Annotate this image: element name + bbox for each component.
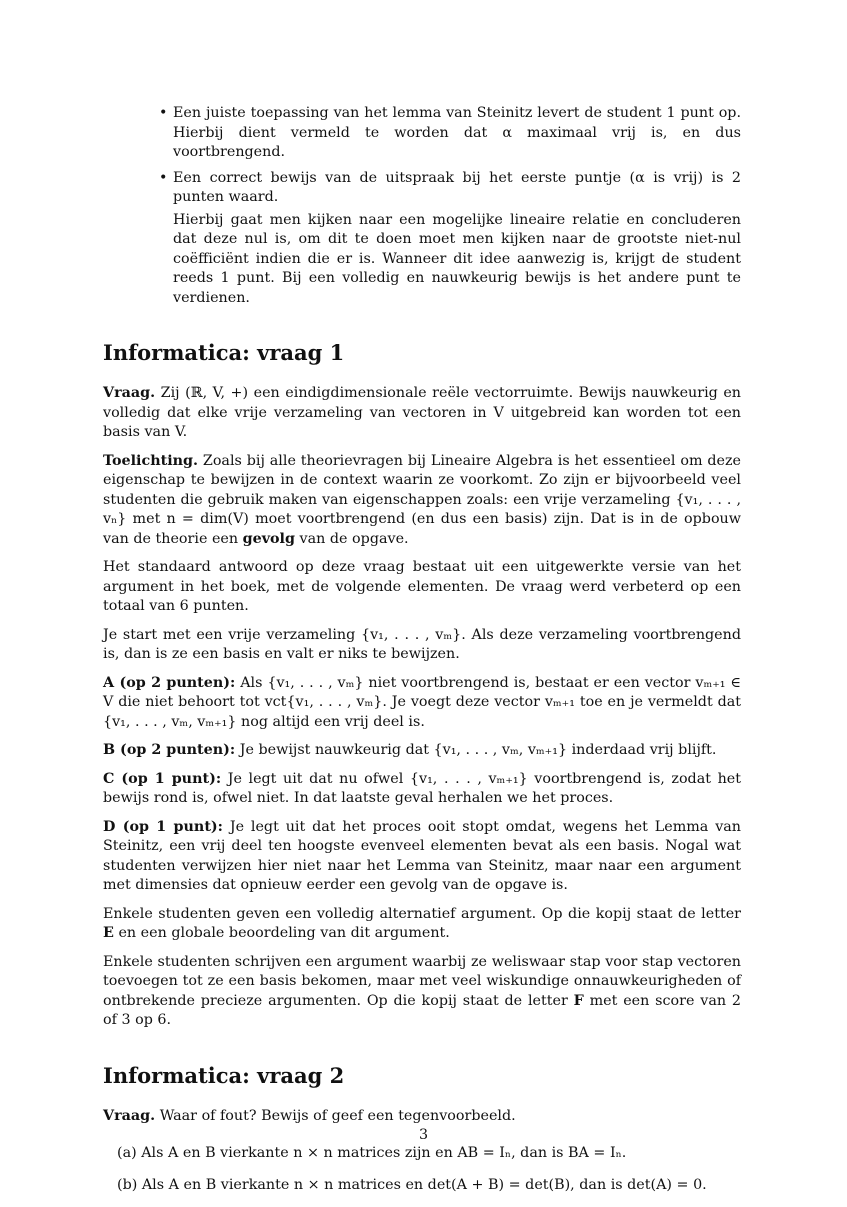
question-paragraph: [103, 384, 741, 443]
letter-e: E: [103, 925, 114, 941]
criterion-a: [103, 674, 741, 733]
standard-answer-paragraph: Het standaard antwoord op deze vraag bestaat uit een uitgewerkte versie van het argument in het boek, met de volgende elementen. De vraag werd verbeterd op een totaal van 6 punten.: [103, 559, 741, 614]
criterion-c-label: C (op 1 punt):: [103, 770, 222, 787]
statement-list: [117, 1144, 741, 1195]
bullet-item: [159, 169, 741, 309]
statement-text: Als A en B vierkante n × n matrices en det(A + B) = det(B), dan is det(A) = 0.: [141, 1176, 707, 1193]
bullet-text: Een correct bewijs van de uitspraak bij het eerste puntje (α is vrij) is 2 punten waard.: [173, 169, 741, 205]
bullet-item: [159, 104, 741, 163]
criterion-d: [103, 818, 741, 896]
criterion-c-text: Je legt uit dat nu ofwel {v₁, . . . , vₘ₊₁} voortbrengend is, zodat het bewijs rond is, ofwel niet. In dat laatste geval herhalen we het proces.: [103, 770, 741, 806]
statement-item: [117, 1176, 741, 1196]
explanation-label: Toelichting.: [103, 452, 198, 469]
question-label: Vraag.: [103, 385, 156, 401]
page-number: 3: [418, 1127, 429, 1143]
bullet-list: [103, 104, 741, 308]
question-paragraph: [103, 1107, 741, 1127]
criterion-b-label: B (op 2 punten):: [103, 742, 236, 758]
start-paragraph: Je start met een vrije verzameling {v₁, . . . , vₘ}. Als deze verzameling voortbrengend is, dan is ze een basis en valt er niks te bewijzen.: [103, 626, 741, 662]
statement-item: [117, 1144, 741, 1164]
criterion-a-text: Als {v₁, . . . , vₘ} niet voortbrengend is, bestaat er een vector vₘ₊₁ ∈ V die niet behoort tot vct{v₁, . . . , vₘ}. Je voegt deze vector vₘ₊₁ toe en je vermeldt dat {v₁, . . . , vₘ, vₘ₊₁} nog altijd een vrij deel is.: [103, 674, 741, 730]
statement-label: (b): [117, 1176, 138, 1193]
question-text: Waar of fout? Bewijs of geef een tegenvoorbeeld.: [159, 1107, 516, 1124]
explanation-end: van de opgave.: [299, 530, 409, 547]
criterion-d-text: Je legt uit dat het proces ooit stopt omdat, wegens het Lemma van Steinitz, een vrij deel ten hoogste evenveel elementen bevat als een basis. Nogal wat studenten verwijzen hier niet naar het Lemma van Steinitz, maar naar een argument met dimensies dat opnieuw eerder een gevolg van de opgave is.: [103, 818, 742, 893]
statement-label: (a): [117, 1145, 137, 1161]
alternative-e-text: Enkele studenten geven een volledig alternatief argument. Op die kopij staat de letter: [103, 905, 741, 922]
question-text: Zij (ℝ, V, +) een eindigdimensionale reële vectorruimte. Bewijs nauwkeurig en volledig dat elke vrije verzameling van vectoren in V uitgebreid kan worden tot een basis van V.: [103, 385, 741, 440]
page-content: [103, 104, 741, 1207]
alternative-f-text: Enkele studenten schrijven een argument waarbij ze weliswaar stap voor stap vectoren toevoegen tot ze een basis bekomen, maar met veel wiskundige onnauwkeurigheden of ontbrekende precieze argumenten. Op die kopij staat de letter: [103, 953, 741, 1009]
alternative-e-paragraph: [103, 905, 741, 944]
section-title: Informatica: vraag 2: [103, 1062, 345, 1088]
bullet-text: Een juiste toepassing van het lemma van Steinitz levert de student 1 punt op. Hierbij dient vermeld te worden dat α maximaal vrij is, en dus voortbrengend.: [173, 105, 741, 160]
bullet-icon: •: [159, 169, 168, 186]
section-title: Informatica: vraag 1: [103, 340, 345, 365]
alternative-e-end: en een globale beoordeling van dit argument.: [118, 925, 450, 941]
question-label: Vraag.: [103, 1107, 156, 1124]
letter-f: F: [573, 992, 584, 1009]
alternative-f-end: met een score van 2 of 3 op 6.: [103, 992, 741, 1028]
bullet-continuation: Hierbij gaat men kijken naar een mogelijke lineaire relatie en concluderen dat deze nul is, om dit te doen moet men kijken naar de grootste niet-nul coëfficiënt indien die er is. Wanneer dit idee aanwezig is, krijgt de student reeds 1 punt. Bij een volledig en nauwkeurig bewijs is het andere punt te verdienen.: [173, 211, 741, 306]
criterion-b: [103, 741, 741, 761]
criterion-d-label: D (op 1 punt):: [103, 818, 223, 835]
criterion-c: [103, 770, 741, 809]
criterion-a-label: A (op 2 punten):: [103, 674, 236, 691]
explanation-text: Zoals bij alle theorievragen bij Lineaire Algebra is het essentieel om deze eigenschap te bewijzen in de context waarin ze voorkomt. Zo zijn er bijvoorbeeld veel studenten die gebruik maken van eigenschappen zoals: een vrije verzameling {v₁, . . . , vₙ} met n = dim(V) moet voortbrengend (en dus een basis) zijn. Dat is in de opbouw van de theorie een: [103, 452, 741, 547]
bullet-icon: •: [159, 105, 168, 121]
explanation-paragraph: [103, 452, 741, 550]
alternative-f-paragraph: [103, 953, 741, 1031]
explanation-bold: gevolg: [242, 530, 295, 547]
statement-text: Als A en B vierkante n × n matrices zijn en AB = Iₙ, dan is BA = Iₙ.: [141, 1145, 627, 1161]
criterion-b-text: Je bewijst nauwkeurig dat {v₁, . . . , vₘ, vₘ₊₁} inderdaad vrij blijft.: [239, 742, 717, 758]
